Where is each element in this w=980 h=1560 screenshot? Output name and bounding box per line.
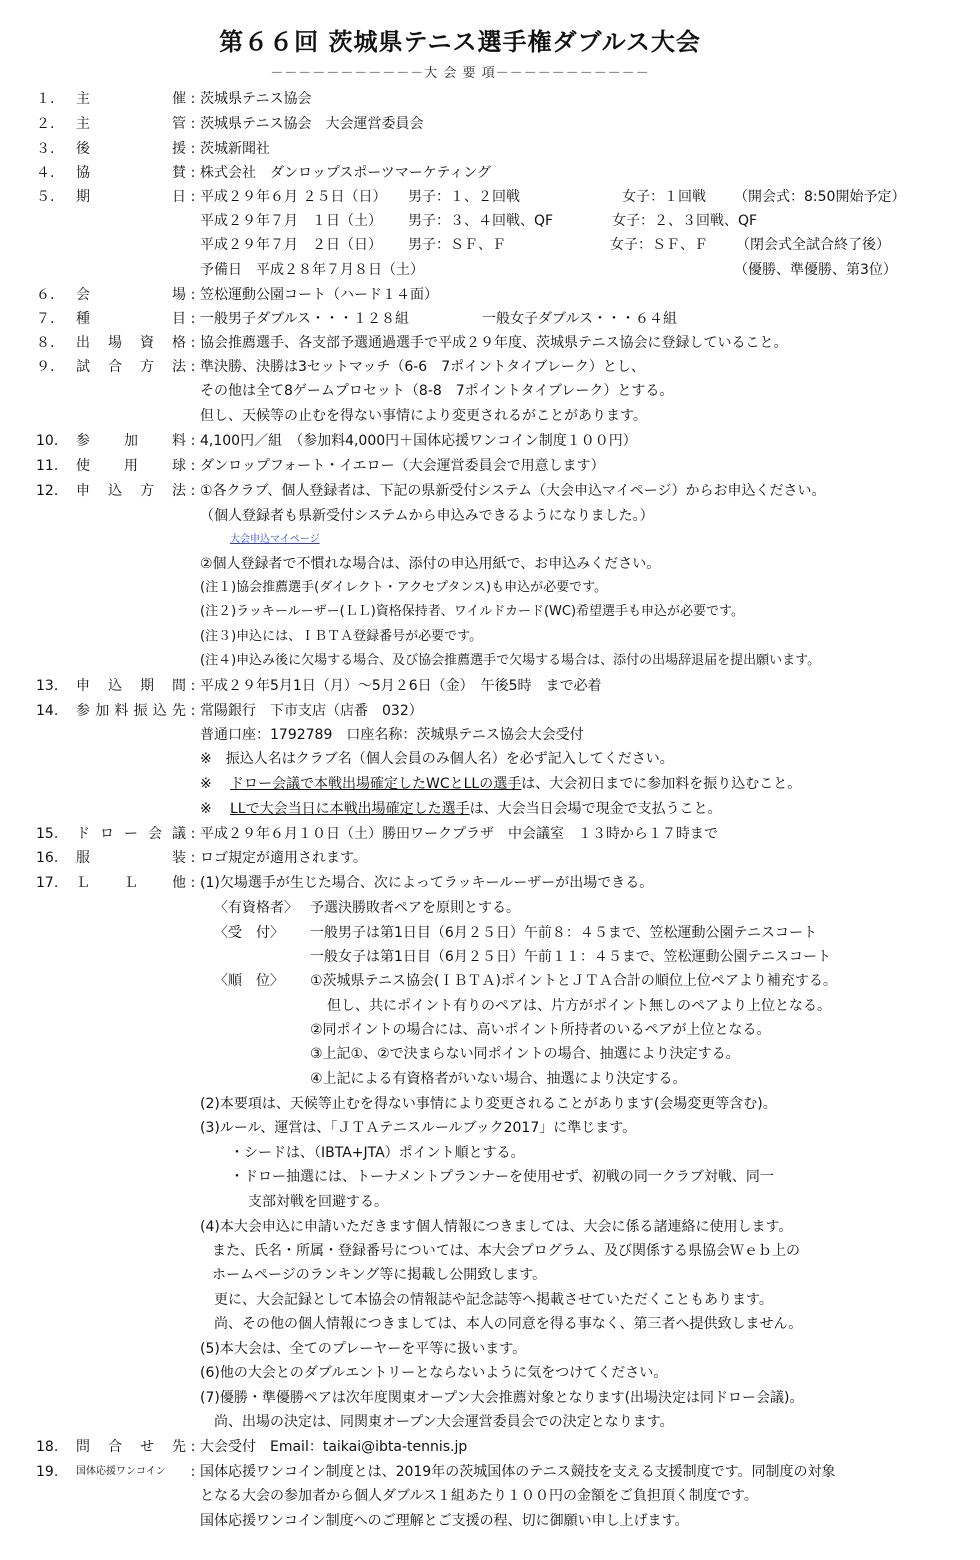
- event-women: 一般女子ダブルス・・・６４組: [482, 311, 678, 327]
- label-colon: :: [190, 287, 196, 303]
- section-number: 14.: [36, 703, 59, 719]
- section-text: 茨城県テニス協会 大会運営委員会: [200, 116, 424, 132]
- label-char: 他: [172, 875, 186, 891]
- schedule-date: 平成２９年７月 １日（土）: [200, 213, 382, 229]
- label-char: 用: [124, 458, 138, 474]
- label-char: 主: [76, 116, 90, 132]
- section-text: ※ 振込人名はクラブ名（個人会員のみ個人名）を必ず記入してください。: [200, 751, 674, 767]
- section-text: ④上記による有資格者がいない場合、抽選により決定する。: [310, 1071, 687, 1087]
- section-number: 19.: [36, 1464, 59, 1480]
- label-colon: :: [190, 91, 196, 107]
- label-colon: :: [190, 458, 196, 474]
- section-name: [76, 162, 186, 184]
- label-char: ド: [76, 826, 90, 842]
- underlined-text: LLで大会当日に本戦出場確定した選手: [230, 801, 470, 817]
- sub-label: 〈受 付〉: [214, 925, 284, 941]
- label-colon: :: [190, 483, 196, 499]
- section-number: 16.: [36, 850, 59, 866]
- label-char: 方: [140, 483, 154, 499]
- label-char: 協: [76, 165, 90, 181]
- label-char: 合: [108, 359, 122, 375]
- label-colon: :: [190, 165, 196, 181]
- label-char: 間: [172, 678, 186, 694]
- section-name: [76, 308, 186, 330]
- label-char: ロ: [100, 826, 114, 842]
- label-char: せ: [140, 1439, 154, 1455]
- section-text: (4)本大会申込に申請いただきます個人情報につきましては、大会に係る諸連絡に使用します。: [200, 1219, 793, 1235]
- label-colon: :: [190, 1464, 196, 1480]
- section-name: [76, 480, 186, 502]
- section-name: [76, 284, 186, 306]
- label-char: 催: [172, 91, 186, 107]
- label-char: 球: [172, 458, 186, 474]
- section-number: ３.: [36, 141, 55, 157]
- section-text: (7)優勝・準優勝ペアは次年度関東オープン大会推薦対象となります(出場決定は同ドロー会議)。: [200, 1390, 804, 1406]
- schedule-men: 男子：３、４回戦、QF: [408, 213, 554, 229]
- section-text: 予選決勝敗者ペアを原則とする。: [310, 900, 520, 916]
- note-text: (注３)申込には、ＩＢＴＡ登録番号が必要です。: [200, 629, 483, 644]
- section-label: [36, 872, 186, 894]
- label-char: 料: [114, 703, 129, 719]
- label-char: 主: [76, 91, 90, 107]
- section-text: ①各クラブ、個人登録者は、下記の県新受付システム（大会申込マイページ）からお申込ください。: [200, 483, 826, 499]
- label-char: 先: [171, 703, 186, 719]
- schedule-date: 平成２９年６月 ２５日（日）: [200, 189, 387, 205]
- section-number: ７.: [36, 311, 55, 327]
- section-label: [36, 284, 186, 306]
- label-char: 込: [152, 703, 167, 719]
- section-label: [36, 1436, 186, 1458]
- schedule-date: 平成２９年７月 ２日（日）: [200, 237, 382, 253]
- section-text: ホームページのランキング等に掲載し公開致します。: [212, 1267, 547, 1283]
- schedule-note: （優勝、準優勝、第3位）: [734, 262, 897, 278]
- label-char: 服: [76, 850, 90, 866]
- section-name: [76, 847, 186, 869]
- label-char: 日: [172, 189, 186, 205]
- contact-text: 大会受付 Email：taikai@ibta-tennis.jp: [200, 1439, 468, 1455]
- section-name: [76, 872, 186, 894]
- section-label: [36, 332, 186, 354]
- section-text: （個人登録者も県新受付システムから申込みできるようになりました。）: [200, 508, 654, 524]
- section-name: [76, 430, 186, 452]
- sub-label: 〈順 位〉: [214, 973, 284, 989]
- section-text: (2)本要項は、天候等止むを得ない事情により変更されることがあります(会場変更等含む)。: [200, 1096, 777, 1112]
- section-text: 協会推薦選手、各支部予選通過選手で平成２９年度、茨城県テニス協会に登録していること。: [200, 335, 788, 351]
- section-text: ダンロップフォート・イエロー（大会運営委員会で用意します）: [200, 458, 605, 474]
- label-char: 種: [76, 311, 90, 327]
- section-label: [36, 700, 186, 722]
- section-text: ②同ポイントの場合には、高いポイント所持者のいるペアが上位となる。: [310, 1022, 771, 1038]
- section-text: 茨城県テニス協会: [200, 91, 312, 107]
- note-text: (注４)申込み後に欠場する場合、及び協会推薦選手で欠場する場合は、添付の出場辞退届を提出願います。: [200, 653, 821, 668]
- label-char: 場: [172, 287, 186, 303]
- section-number: 13.: [36, 678, 59, 694]
- section-text: 一般男子は第1日目（6月２５日）午前８：４５まで、笠松運動公園テニスコート: [310, 925, 817, 941]
- section-text: ③上記①、②で決まらない同ポイントの場合、抽選により決定する。: [310, 1046, 740, 1062]
- section-number: 17.: [36, 875, 59, 891]
- schedule-men: 男子：１、２回戦: [408, 189, 520, 205]
- document-title: 第６６回 茨城県テニス選手権ダブルス大会: [219, 28, 701, 56]
- section-label: [36, 1461, 186, 1483]
- label-colon: :: [190, 1439, 196, 1455]
- label-char: ー: [124, 826, 138, 842]
- schedule-women: 女子：２、３回戦、QF: [612, 213, 758, 229]
- section-label: [36, 823, 186, 845]
- label-colon: :: [190, 335, 196, 351]
- label-char: 合: [108, 1439, 122, 1455]
- section-text: 但し、共にポイント有りのペアは、片方がポイント無しのペアより上位となる。: [327, 998, 831, 1014]
- schedule-note: （開会式：8:50開始予定）: [734, 189, 906, 205]
- section-number: 11.: [36, 458, 59, 474]
- label-char: 格: [172, 335, 186, 351]
- label-char: 方: [140, 359, 154, 375]
- label-char: 会: [76, 287, 90, 303]
- section-label: [36, 88, 186, 110]
- section-text: 但し、天候等の止むを得ない事情により変更されるがことがあります。: [200, 408, 647, 424]
- label-colon: :: [190, 875, 196, 891]
- section-text: 平成２９年5月1日（月）～5月２6日（金） 午後5時 まで必着: [200, 678, 602, 694]
- label-colon: :: [190, 116, 196, 132]
- section-text: 株式会社 ダンロップスポーツマーケティング: [200, 165, 492, 181]
- label-char: 期: [76, 189, 90, 205]
- section-label: [36, 455, 186, 477]
- section-text: 4,100円／組 （参加料4,000円＋国体応援ワンコイン制度１００円）: [200, 433, 637, 449]
- label-char: 管: [172, 116, 186, 132]
- section-number: 18.: [36, 1439, 59, 1455]
- section-text: (5)本大会は、全てのプレーヤーを平等に扱います。: [200, 1341, 527, 1357]
- label-char: 申: [76, 678, 90, 694]
- section-number: ９.: [36, 359, 55, 375]
- section-label: [36, 847, 186, 869]
- section-text: 笠松運動公園コート（ハード１４面）: [200, 287, 438, 303]
- label-char: 期: [140, 678, 154, 694]
- section-number: ５.: [36, 189, 55, 205]
- label-char: 先: [172, 1439, 186, 1455]
- note-text: [230, 773, 801, 795]
- section-number: ８.: [36, 335, 55, 351]
- label-colon: :: [190, 826, 196, 842]
- section-label: [36, 356, 186, 378]
- section-text: 普通口座：1792789 口座名称：茨城県テニス協会大会受付: [200, 727, 584, 743]
- section-text: 更に、大会記録として本協会の情報誌や記念誌等へ掲載させていただくこともあります。: [214, 1292, 773, 1308]
- label-colon: :: [190, 703, 196, 719]
- label-colon: :: [190, 141, 196, 157]
- label-char: 賛: [172, 165, 186, 181]
- note-text: [230, 798, 722, 820]
- label-char: Ｌ: [76, 875, 90, 891]
- section-name: [76, 675, 186, 697]
- section-label: [36, 113, 186, 135]
- label-char: 料: [172, 433, 186, 449]
- section-label: [36, 308, 186, 330]
- section-text: 常陽銀行 下市支店（店番 032）: [200, 703, 423, 719]
- note-rest: は、大会初日までに参加料を振り込むこと。: [521, 776, 802, 792]
- label-char: 加: [95, 703, 110, 719]
- label-colon: :: [190, 433, 196, 449]
- section-name: [76, 332, 186, 354]
- section-text: 国体応援ワンコイン制度とは、2019年の茨城国体のテニス競技を支える支援制度です。同制度の対象: [200, 1464, 836, 1480]
- label-char: 振: [133, 703, 148, 719]
- section-text: 準決勝、決勝は3セットマッチ（6-6 7ポイントタイブレーク）とし、: [200, 359, 645, 375]
- underlined-text: ドロー会議で本戦出場確定したWCとLLの選手: [230, 776, 522, 792]
- label-char: Ｌ: [124, 875, 138, 891]
- section-text: 一般女子は第1日目（6月２５日）午前１１：４５まで、笠松運動公園テニスコート: [310, 949, 831, 965]
- label-char: 申: [76, 483, 90, 499]
- section-text: (6)他の大会とのダブルエントリーとならないように気をつけてください。: [200, 1365, 668, 1381]
- section-name: [76, 113, 186, 135]
- section-text: (3)ルール、運営は、「ＪＴＡテニスルールブック2017」に準じます。: [200, 1120, 637, 1136]
- section-text: ②個人登録者で不慣れな場合は、添付の申込用紙で、お申込みください。: [200, 556, 661, 572]
- section-label: [36, 138, 186, 160]
- label-char: 議: [172, 826, 186, 842]
- section-label: [36, 186, 186, 208]
- note-rest: は、大会当日会場で現金で支払うこと。: [469, 801, 722, 817]
- label-colon: :: [190, 311, 196, 327]
- section-text: 尚、その他の個人情報につきましては、本人の同意を得る事なく、第三者へ提供致しません。: [214, 1316, 803, 1332]
- label-char: 試: [76, 359, 90, 375]
- label-colon: :: [190, 359, 196, 375]
- section-text: 茨城新聞社: [200, 141, 270, 157]
- section-number: ２.: [36, 116, 55, 132]
- section-number: ６.: [36, 287, 55, 303]
- section-text: (1)欠場選手が生じた場合、次によってラッキールーザーが出場できる。: [200, 875, 654, 891]
- document-subtitle: －－－－－－－－－－－大 会 要 項－－－－－－－－－－－: [270, 66, 650, 81]
- label-char: 使: [76, 458, 90, 474]
- label-char: 会: [148, 826, 162, 842]
- section-number: 12.: [36, 483, 59, 499]
- label-char: 目: [172, 311, 186, 327]
- note-text: (注２)ラッキールーザー(ＬＬ)資格保持者、ワイルドカード(WC)希望選手も申込が必要です。: [200, 604, 745, 619]
- section-text: 尚、出場の決定は、同関東オープン大会運営委員会での決定となります。: [214, 1414, 674, 1430]
- section-label: [36, 675, 186, 697]
- label-char: 加: [124, 433, 138, 449]
- section-number: 15.: [36, 826, 59, 842]
- section-text: ・ドロー抽選には、トーナメントプランナーを使用せず、初戦の同一クラブ対戦、同一: [230, 1169, 774, 1185]
- section-name: [76, 823, 186, 845]
- label-char: 問: [76, 1439, 90, 1455]
- note-mark: ※: [200, 801, 212, 817]
- section-text: ・シードは、（IBTA+JTA）ポイント順とする。: [230, 1145, 525, 1161]
- label-char: 込: [108, 678, 122, 694]
- section-number: ４.: [36, 165, 55, 181]
- schedule-women: 女子：ＳＦ、Ｆ: [610, 237, 708, 253]
- section-name: [76, 356, 186, 378]
- section-text: となる大会の参加者から個人ダブルス１組あたり１００円の金額をご負担頂く制度です。: [200, 1488, 758, 1504]
- label-char: 参: [76, 703, 90, 719]
- sub-label: 〈有資格者〉: [214, 900, 298, 916]
- section-name: [76, 186, 186, 208]
- note-mark: ※: [200, 776, 212, 792]
- label-colon: :: [190, 189, 196, 205]
- section-number: １.: [36, 91, 55, 107]
- label-colon: :: [190, 678, 196, 694]
- section-name: [76, 700, 186, 722]
- label-char: 込: [108, 483, 122, 499]
- label-colon: :: [190, 850, 196, 866]
- section-text: その他は全て8ゲームプロセット（8-8 7ポイントタイブレーク）とする。: [200, 383, 674, 399]
- label-char: 法: [172, 483, 186, 499]
- label-char: 資: [140, 335, 154, 351]
- event-men: 一般男子ダブルス・・・１２８組: [200, 311, 410, 327]
- section-text: 平成２９年６月１０日（土）勝田ワークプラザ 中会議室 １３時から１７時まで: [200, 826, 718, 842]
- section-name: [76, 455, 186, 477]
- section-text: また、氏名・所属・登録番号については、本大会プログラム、及び関係する県協会Ｗｅｂ上の: [212, 1243, 800, 1259]
- section-name: [76, 1436, 186, 1458]
- entry-mypage-link[interactable]: 大会申込マイページ: [230, 534, 320, 545]
- section-number: 10.: [36, 433, 59, 449]
- section-text: 支部対戦を回避する。: [248, 1194, 388, 1210]
- label-char: 援: [172, 141, 186, 157]
- schedule-women: 女子：１回戦: [622, 189, 706, 205]
- label-char: 場: [108, 335, 122, 351]
- label-char: 参: [76, 433, 90, 449]
- label-char: 出: [76, 335, 90, 351]
- section-label: [36, 430, 186, 452]
- section-name: [76, 88, 186, 110]
- label-char: 装: [172, 850, 186, 866]
- section-name: 国体応援ワンコイン: [76, 1466, 166, 1477]
- label-char: 法: [172, 359, 186, 375]
- schedule-reserve-day: 予備日 平成２８年７月８日（土）: [200, 262, 424, 278]
- schedule-men: 男子：ＳＦ、Ｆ: [408, 237, 506, 253]
- section-text: ロゴ規定が適用されます。: [200, 850, 367, 866]
- label-char: 後: [76, 141, 90, 157]
- section-label: [36, 162, 186, 184]
- section-text: ①茨城県テニス協会(ＩＢＴＡ)ポイントとＪＴＡ合計の順位上位ペアより補充する。: [310, 973, 837, 989]
- section-name: [76, 138, 186, 160]
- note-text: (注１)協会推薦選手(ダイレクト・アクセプタンス)も申込が必要です。: [200, 580, 608, 595]
- schedule-note: （閉会式全試合終了後）: [736, 237, 890, 253]
- section-text: 国体応援ワンコイン制度へのご理解とご支援の程、切に御願い申し上げます。: [200, 1513, 689, 1529]
- section-label: [36, 480, 186, 502]
